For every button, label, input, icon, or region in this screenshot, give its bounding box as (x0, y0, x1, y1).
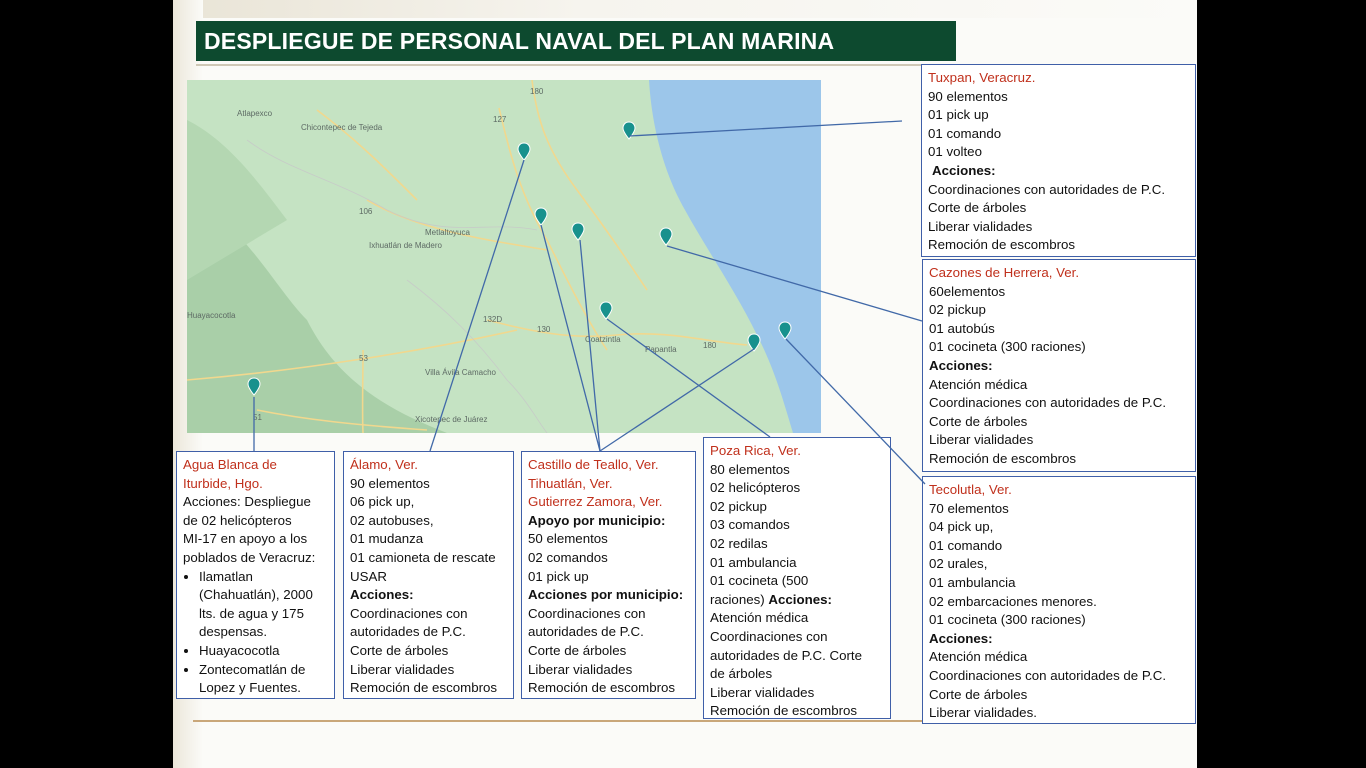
resource-line: 01 camioneta de rescate (350, 549, 496, 565)
place-label: Xicotepec de Juárez (415, 415, 488, 424)
resource-line-with-acciones (710, 591, 884, 610)
place-label: Coatzintla (585, 335, 621, 344)
action-line: Liberar vialidades (710, 684, 815, 700)
resource-line: 02 autobuses, (350, 512, 434, 528)
action-line: Coordinaciones con autoridades de P.C. (929, 395, 1167, 411)
acciones-label: Acciones: (929, 357, 993, 373)
resource-line: MI-17 en apoyo a los (183, 531, 308, 547)
resource-line: 02 embarcaciones menores. (929, 593, 1097, 609)
resource-line: 01 mudanza (350, 531, 424, 547)
action-line: Corte de árboles (350, 642, 449, 658)
resource-line: 02 redilas (710, 535, 768, 551)
resource-line: 01 autobús (929, 320, 995, 336)
resource-line: 06 pick up, (350, 494, 415, 510)
action-line: Liberar vialidades (350, 661, 455, 677)
acciones-label: Acciones: (768, 591, 832, 607)
place-label: Metlaltoyuca (425, 228, 470, 237)
action-line: Liberar vialidades (929, 432, 1034, 448)
resource-line: 80 elementos (710, 461, 790, 477)
resource-line: 01 volteo (928, 144, 982, 160)
action-line: Coordinaciones con autoridades de P.C. (928, 181, 1166, 197)
resource-line: 90 elementos (928, 88, 1008, 104)
action-line: Remoción de escombros (710, 703, 858, 719)
resource-line: 01 comando (928, 125, 1002, 141)
action-line: Liberar vialidades (928, 218, 1033, 234)
action-line: Remoción de escombros (350, 680, 498, 696)
action-line: Remoción de escombros (929, 450, 1077, 466)
action-line: Liberar vialidades (528, 661, 633, 677)
info-box-tuxpan (921, 64, 1196, 257)
slide-decoration-top (173, 0, 1197, 18)
resource-line: 02 pickup (929, 302, 986, 318)
resource-line: raciones) (710, 591, 769, 607)
resource-line: 01 ambulancia (929, 574, 1016, 590)
action-line: Coordinaciones con (528, 605, 646, 621)
resource-line: 01 ambulancia (710, 554, 797, 570)
info-box-poza-rica (703, 437, 891, 719)
box-heading: Gutierrez Zamora, Ver. (528, 494, 663, 510)
town-list (183, 568, 328, 698)
action-line: Corte de árboles (928, 200, 1027, 216)
action-line: Atención médica (929, 376, 1028, 392)
resource-line: 01 cocineta (300 raciones) (929, 612, 1086, 628)
place-label: Papantla (645, 345, 677, 354)
action-line: Coordinaciones con (710, 628, 828, 644)
resource-line: 01 comando (929, 537, 1003, 553)
road-label: 53 (359, 354, 368, 363)
resource-line: 04 pick up, (929, 519, 994, 535)
box-heading: Tihuatlán, Ver. (528, 475, 613, 491)
acciones-label: Acciones: (350, 587, 414, 603)
info-box-castillo (521, 451, 696, 699)
resource-line: USAR (350, 568, 387, 584)
region-map (187, 80, 821, 433)
road-label: 132D (483, 315, 503, 324)
place-label: Villa Ávila Camacho (425, 368, 496, 377)
action-line: Coordinaciones con autoridades de P.C. (929, 667, 1167, 683)
resource-line: 60elementos (929, 283, 1006, 299)
box-heading: Álamo, Ver. (350, 457, 418, 472)
box-heading: Castillo de Teallo, Ver. (528, 457, 659, 472)
resource-line: Acciones: Despliegue (183, 494, 311, 510)
resource-line: 02 helicópteros (710, 480, 801, 496)
action-line: Corte de árboles (929, 686, 1028, 702)
action-line: Atención médica (929, 649, 1028, 665)
resource-line: poblados de Veracruz: (183, 549, 316, 565)
road-label: 51 (253, 413, 262, 422)
place-label: Chicontepec de Tejeda (301, 123, 383, 132)
resource-line: 50 elementos (528, 531, 608, 547)
info-box-tecolutla (922, 476, 1196, 724)
town-list-item: • Zontecomatlán de Lopez y Fuentes. (199, 661, 328, 698)
resource-line: 03 comandos (710, 517, 790, 533)
action-line: autoridades de P.C. (528, 624, 644, 640)
town-list-item: • Huayacocotla (199, 642, 328, 661)
acciones-label: Acciones: (929, 630, 993, 646)
action-line: Corte de árboles (528, 642, 627, 658)
box-heading: Tuxpan, Veracruz. (928, 70, 1036, 85)
resource-line: 90 elementos (350, 475, 430, 491)
action-line: de árboles (710, 666, 773, 682)
box-heading: Poza Rica, Ver. (710, 443, 801, 458)
action-line: Corte de árboles (929, 413, 1028, 429)
box-heading: Iturbide, Hgo. (183, 475, 263, 491)
resource-line: de 02 helicópteros (183, 512, 292, 528)
action-line: Remoción de escombros (528, 680, 676, 696)
road-label: 106 (359, 207, 373, 216)
info-box-cazones (922, 259, 1196, 472)
info-box-alamo (343, 451, 514, 699)
action-line: Remoción de escombros (928, 237, 1076, 253)
resource-line: 01 pick up (928, 107, 989, 123)
slide-title: DESPLIEGUE DE PERSONAL NAVAL DEL PLAN MARINA (196, 21, 956, 61)
road-label: 130 (537, 325, 551, 334)
resource-line: 02 pickup (710, 498, 767, 514)
town-list-item: • Ilamatlan (Chahuatlán), 2000 lts. de agua y 175 despensas. (199, 568, 328, 642)
action-line: autoridades de P.C. (350, 624, 466, 640)
resource-line: 01 cocineta (500 (710, 573, 809, 589)
box-heading: Cazones de Herrera, Ver. (929, 265, 1080, 280)
action-line: Atención médica (710, 610, 809, 626)
box-heading: Agua Blanca de (183, 457, 277, 472)
acciones-label: Acciones: (932, 162, 996, 178)
place-label: Huayacocotla (187, 311, 236, 320)
road-label: 180 (703, 341, 717, 350)
resource-line: 01 cocineta (300 raciones) (929, 339, 1086, 355)
box-heading: Tecolutla, Ver. (929, 482, 1012, 497)
road-label: 127 (493, 115, 507, 124)
place-label: Ixhuatlán de Madero (369, 241, 442, 250)
place-label: Atlapexco (237, 109, 273, 118)
road-label: 180 (530, 87, 544, 96)
acciones-label: Acciones por municipio: (528, 587, 684, 603)
action-line: autoridades de P.C. Corte (710, 647, 863, 663)
apoyo-label: Apoyo por municipio: (528, 512, 666, 528)
info-box-agua-blanca (176, 451, 335, 699)
action-line: Coordinaciones con (350, 605, 468, 621)
resource-line: 02 comandos (528, 549, 608, 565)
resource-line: 70 elementos (929, 500, 1009, 516)
resource-line: 02 urales, (929, 556, 988, 572)
resource-line: 01 pick up (528, 568, 589, 584)
slide (173, 0, 1197, 768)
action-line: Liberar vialidades. (929, 705, 1037, 721)
